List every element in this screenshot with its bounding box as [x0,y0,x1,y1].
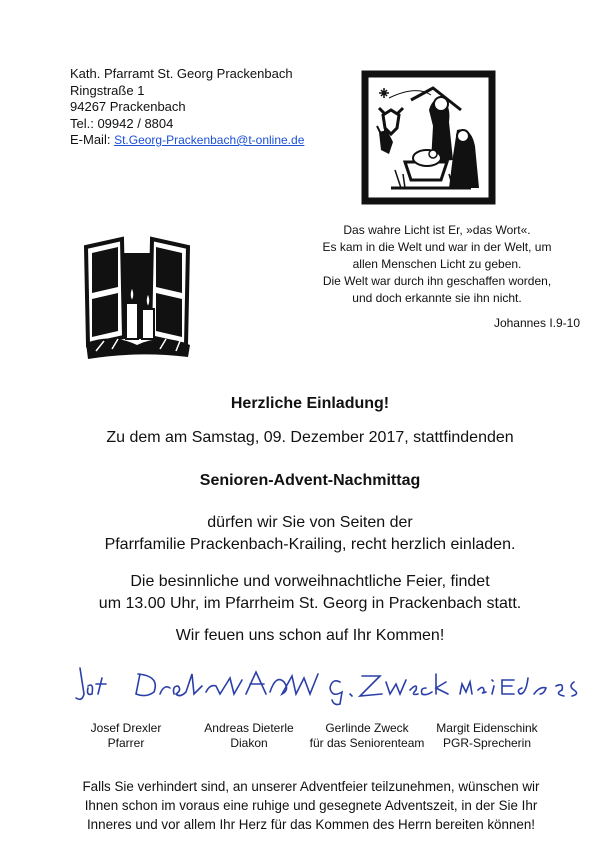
handwritten-signatures [70,664,590,706]
quote-line: Es kam in die Welt und war in der Welt, um [322,240,552,254]
signer-role: PGR-Sprecherin [442,736,532,750]
signer-role: für das Seniorenteam [309,736,425,750]
signer-name: Gerlinde Zweck [325,721,409,735]
paragraph-line: dürfen wir Sie von Seiten der [207,514,413,531]
signer-gerlinde-zweck [302,721,432,751]
sender-phone: Tel.: 09942 / 8804 [70,115,174,131]
quote-line: allen Menschen Licht zu geben. [352,257,522,271]
footer-line: Ihnen schon im voraus eine ruhige und gesegnete Adventszeit, in der Sie Ihr [84,798,538,813]
invitation-paragraph-1 [0,512,600,556]
footer-paragraph [66,777,556,834]
signer-role: Diakon [230,736,268,750]
signer-name: Margit Eidenschink [436,721,538,735]
paragraph-line: Die besinnliche und vorweihnachtliche Feier, findet [130,573,490,590]
signer-name: Andreas Dieterle [204,721,294,735]
sender-address [70,66,304,149]
email-link[interactable]: St.Georg-Prackenbach@t-online.de [114,133,305,147]
paragraph-line: um 13.00 Uhr, im Pfarrheim St. Georg in Prackenbach statt. [98,595,522,612]
sender-name: Kath. Pfarramt St. Georg Prackenbach [70,66,293,81]
invitation-paragraph-2 [0,571,600,615]
paragraph-line: Pfarrfamilie Prackenbach-Krailing, recht herzlich einladen. [104,536,516,553]
nativity-illustration [361,70,496,205]
footer-line: Falls Sie verhindert sind, an unserer Adventfeier teilzunehmen, wünschen wir [82,779,540,794]
quote-line: und doch erkannte sie ihn nicht. [352,291,522,305]
signer-margit-eidenschink [422,721,552,751]
invitation-heading: Herzliche Einladung! [230,395,390,412]
sender-street: Ringstraße 1 [70,82,145,98]
invitation-closing: Wir feuen uns schon auf Ihr Kommen! [175,627,445,644]
quote-reference: Johannes I.9-10 [493,316,580,330]
advent-candles-illustration [82,233,192,363]
signer-role: Pfarrer [107,736,145,750]
bible-quote [292,222,582,307]
sender-city: 94267 Prackenbach [70,99,186,114]
invitation-date-line: Zu dem am Samstag, 09. Dezember 2017, stattfindenden [106,429,514,446]
event-title: Senioren-Advent-Nachmittag [199,472,421,489]
signer-name: Josef Drexler [90,721,162,735]
footer-line: Inneres und vor allem Ihr Herz für das Kommen des Herrn bereiten können! [86,817,536,832]
quote-line: Die Welt war durch ihn geschaffen worden, [322,274,552,288]
email-label: E-Mail: [70,132,111,147]
sender-email-row [70,132,304,149]
quote-line: Das wahre Licht ist Er, »das Wort«. [343,223,531,237]
signer-andreas-dieterle [184,721,314,751]
signer-josef-drexler [61,721,191,751]
